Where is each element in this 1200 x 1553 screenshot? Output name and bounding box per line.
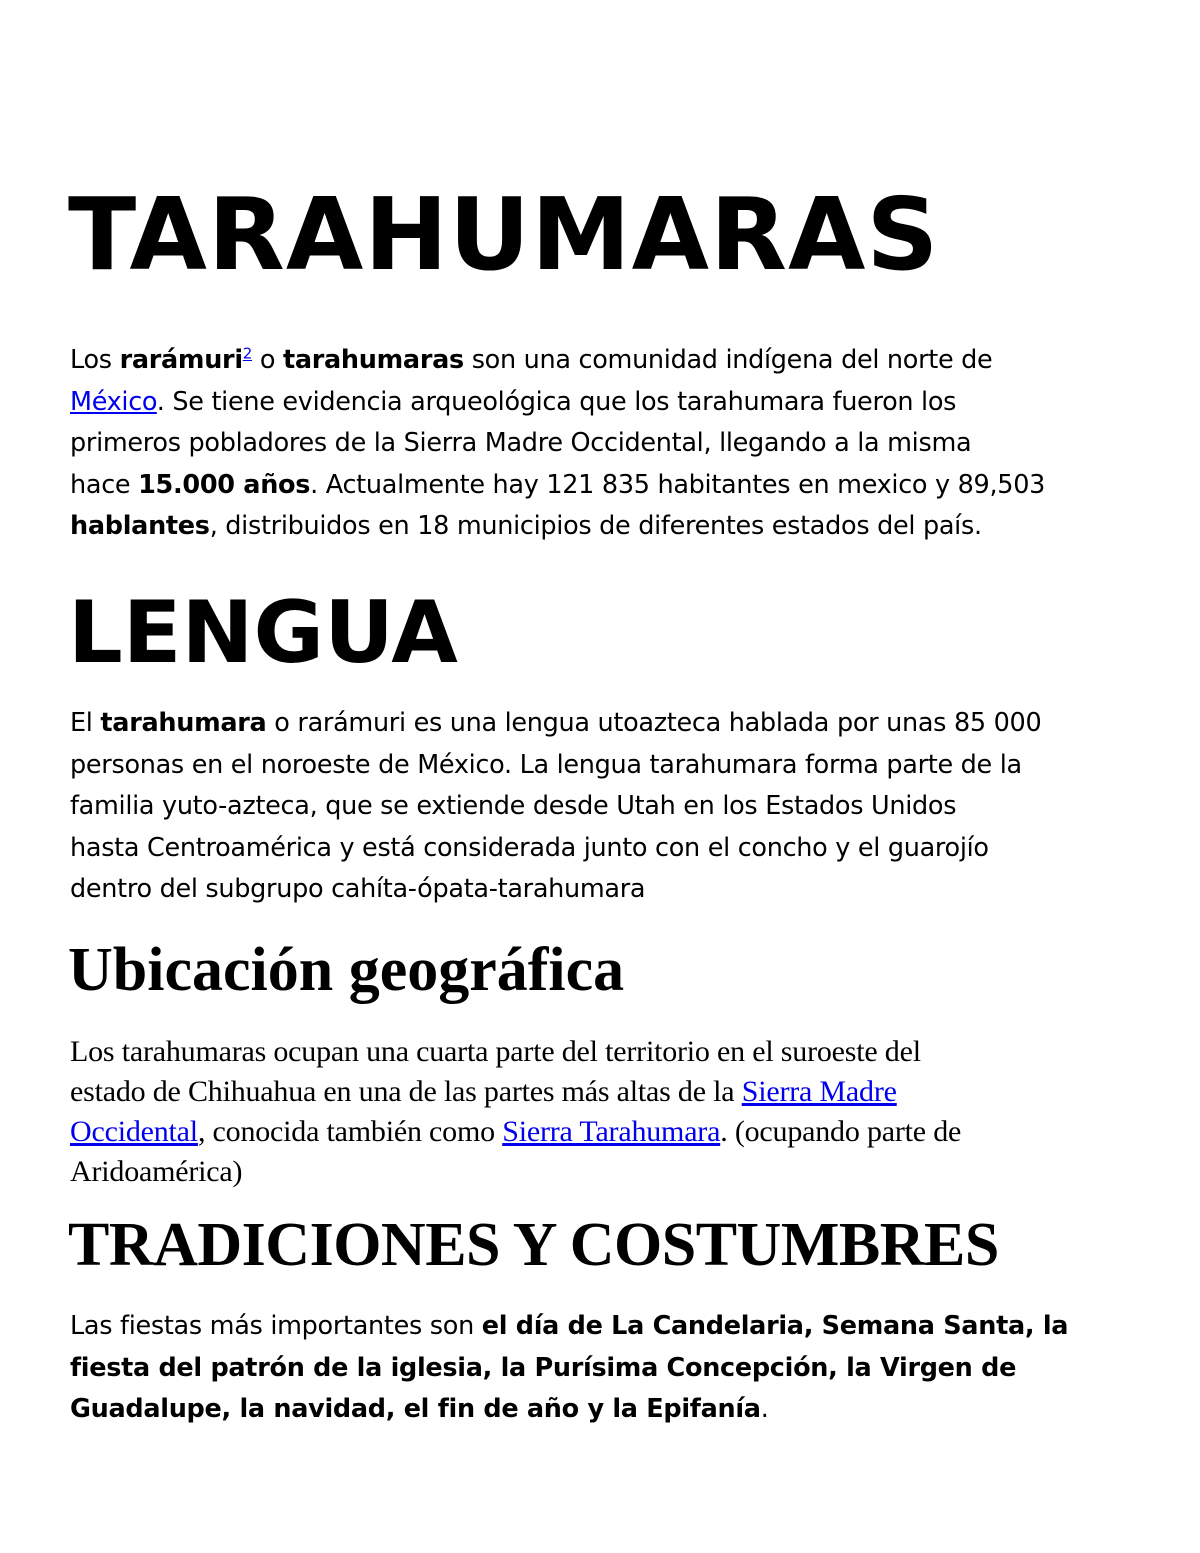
text-line <box>70 506 1070 548</box>
body-text: . Actualmente hay 121 835 habitantes en mexico y 89,503 <box>310 469 1046 500</box>
text-line <box>70 703 1070 745</box>
bold-text: fiesta del patrón de la iglesia, la Purísima Concepción, la Virgen de <box>70 1352 1017 1383</box>
text-line <box>70 745 1070 787</box>
text-line <box>70 1112 1070 1152</box>
paragraph-intro <box>70 340 1070 548</box>
body-text: El <box>70 708 101 738</box>
body-text: personas en el noroeste de México. La lengua tarahumara forma parte de la <box>70 749 1022 780</box>
paragraph-tradiciones <box>70 1306 1070 1431</box>
text-line <box>70 340 1070 382</box>
text-line <box>70 423 1070 465</box>
body-text: . (ocupando parte de <box>720 1115 962 1148</box>
hyperlink[interactable]: Sierra Tarahumara <box>502 1115 721 1148</box>
hyperlink[interactable]: Sierra Madre <box>741 1075 897 1108</box>
body-text: Los <box>70 345 120 375</box>
heading-lengua: LENGUA <box>68 583 458 683</box>
body-text: hace <box>70 469 139 500</box>
heading-tarahumaras: TARAHUMARAS <box>68 176 940 293</box>
body-text: son una comunidad indígena del norte de <box>463 345 993 375</box>
text-line <box>70 1389 1070 1431</box>
body-text: dentro del subgrupo cahíta-ópata-tarahumara <box>70 874 646 904</box>
body-text: . <box>760 1394 769 1424</box>
body-text: hasta Centroamérica y está considerada junto con el concho y el guarojío <box>70 832 989 863</box>
body-text: . Se tiene evidencia arqueológica que los tarahumara fueron los <box>156 386 957 417</box>
paragraph-lengua <box>70 703 1070 911</box>
text-line <box>70 1348 1070 1390</box>
body-text: , conocida también como <box>197 1115 503 1148</box>
footnote-reference <box>243 345 252 363</box>
text-line <box>70 786 1070 828</box>
bold-text: tarahumaras <box>282 345 464 375</box>
body-text: o rarámuri es una lengua utoazteca hablada por unas 85 000 <box>266 708 1042 738</box>
bold-text: el día de La Candelaria, Semana Santa, la <box>481 1311 1069 1341</box>
bold-text: rarámuri <box>119 345 243 375</box>
text-line <box>70 869 1070 911</box>
text-line <box>70 1306 1070 1348</box>
body-text: Aridoamérica) <box>70 1155 243 1188</box>
heading-ubicacion-geografica: Ubicación geográfica <box>68 936 625 1004</box>
footnote-reference-link[interactable]: 2 <box>242 344 253 363</box>
text-line <box>70 828 1070 870</box>
bold-text: tarahumara <box>100 708 267 738</box>
hyperlink[interactable]: México <box>70 386 157 417</box>
text-line <box>70 382 1070 424</box>
text-line <box>70 1072 1070 1112</box>
body-text: Las fiestas más importantes son <box>70 1311 482 1341</box>
body-text: o <box>252 345 283 375</box>
text-line <box>70 1032 1070 1072</box>
hyperlink[interactable]: Occidental <box>70 1115 198 1148</box>
body-text: Los tarahumaras ocupan una cuarta parte del territorio en el suroeste del <box>70 1035 921 1068</box>
body-text: primeros pobladores de la Sierra Madre Occidental, llegando a la misma <box>70 428 972 458</box>
paragraph-ubicacion <box>70 1032 1070 1192</box>
bold-text: hablantes <box>70 511 210 541</box>
body-text: familia yuto-azteca, que se extiende desde Utah en los Estados Unidos <box>70 791 957 821</box>
heading-tradiciones-y-costumbres: TRADICIONES Y COSTUMBRES <box>68 1211 999 1279</box>
bold-text: Guadalupe, la navidad, el fin de año y la Epifanía <box>70 1394 761 1424</box>
text-line <box>70 1152 1070 1192</box>
bold-text: 15.000 años <box>138 469 311 500</box>
body-text: , distribuidos en 18 municipios de diferentes estados del país. <box>209 511 982 541</box>
text-line <box>70 465 1070 507</box>
body-text: estado de Chihuahua en una de las partes más altas de la <box>70 1075 742 1108</box>
